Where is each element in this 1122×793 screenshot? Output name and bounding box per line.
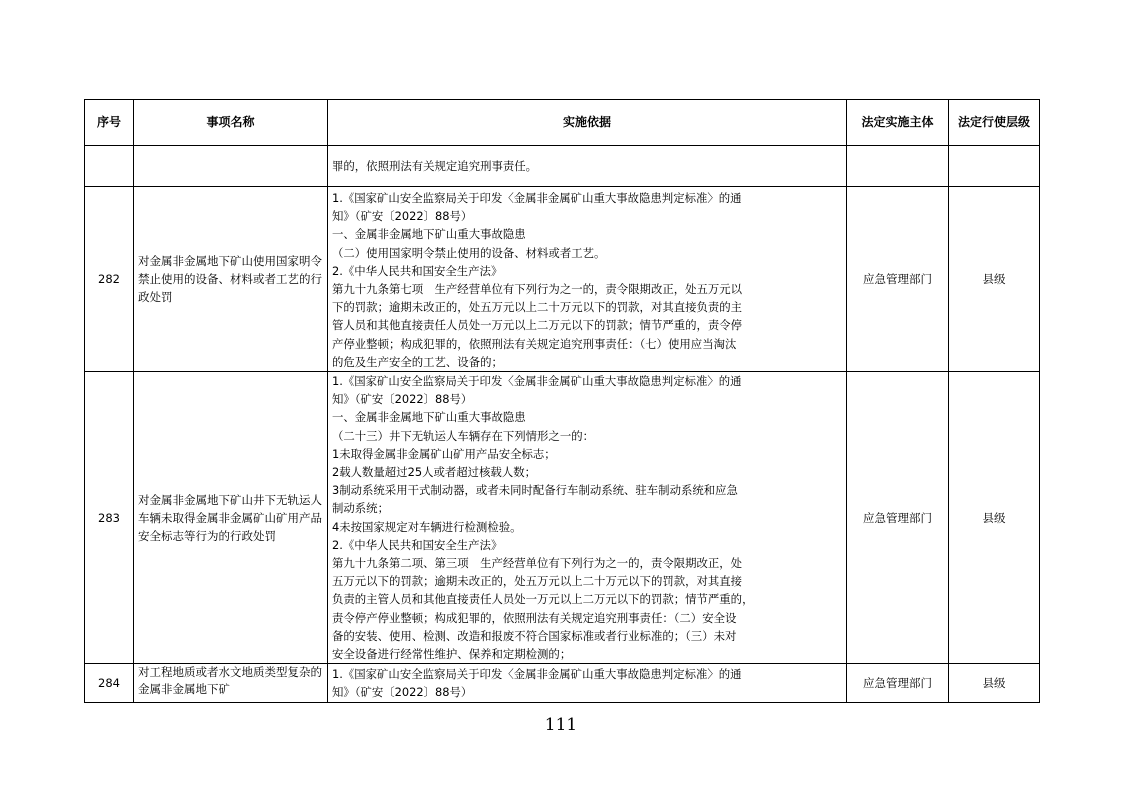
row-basis xyxy=(328,146,847,187)
basis-line: 一、金属非金属地下矿山重大事故隐患 xyxy=(332,410,526,425)
basis-line: 知》（矿安〔2022〕88号） xyxy=(332,685,473,700)
header-level: 法定行使层级 xyxy=(949,100,1040,146)
row-level xyxy=(949,146,1040,187)
row-subject xyxy=(847,146,949,187)
row-basis xyxy=(328,664,847,703)
row-no: 282 xyxy=(85,187,134,372)
basis-line: （二十三）井下无轨运人车辆存在下列情形之一的： xyxy=(332,428,594,443)
row-basis xyxy=(328,187,847,372)
basis-line: 一、金属非金属地下矿山重大事故隐患 xyxy=(332,227,526,242)
basis-line: 的危及生产安全的工艺、设备的； xyxy=(332,354,503,369)
basis-line: 3制动系统采用干式制动器，或者未同时配备行车制动系统、驻车制动系统和应急 xyxy=(332,483,738,498)
basis-line: 知》（矿安〔2022〕88号） xyxy=(332,392,473,407)
row-name: 对金属非金属地下矿山井下无轨运人车辆未取得金属非金属矿山矿用产品安全标志等行为的行政处罚 xyxy=(134,372,328,664)
basis-line: 制动系统； xyxy=(332,501,389,516)
row-no xyxy=(85,146,134,187)
header-no: 序号 xyxy=(85,100,134,146)
row-level: 县级 xyxy=(949,664,1040,703)
row-name: 对工程地质或者水文地质类型复杂的金属非金属地下矿 xyxy=(134,664,328,703)
regulation-table xyxy=(84,99,1040,703)
basis-line: 1未取得金属非金属矿山矿用产品安全标志； xyxy=(332,446,556,461)
basis-line: （二）使用国家明令禁止使用的设备、材料或者工艺。 xyxy=(332,245,606,260)
table-row xyxy=(85,187,1040,372)
header-name: 事项名称 xyxy=(134,100,328,146)
basis-line: 1.《国家矿山安全监察局关于印发〈金属非金属矿山重大事故隐患判定标准〉的通 xyxy=(332,667,742,682)
page-number: 111 xyxy=(544,715,578,735)
basis-line: 第九十九条第七项 生产经营单位有下列行为之一的，责令限期改正，处五万元以 xyxy=(332,282,743,297)
basis-line: 第九十九条第二项、第三项 生产经营单位有下列行为之一的，责令限期改正，处 xyxy=(332,556,743,571)
basis-line: 1.《国家矿山安全监察局关于印发〈金属非金属矿山重大事故隐患判定标准〉的通 xyxy=(332,374,742,389)
table-row xyxy=(85,372,1040,664)
basis-line: 2载人数量超过25人或者超过核载人数； xyxy=(332,465,536,480)
basis-line: 产停业整顿；构成犯罪的，依照刑法有关规定追究刑事责任：（七）使用应当淘汰 xyxy=(332,336,737,351)
table-header-row xyxy=(85,100,1040,146)
basis-line: 五万元以下的罚款；逾期未改正的，处五万元以上二十万元以下的罚款，对其直接 xyxy=(332,574,743,589)
header-subject: 法定实施主体 xyxy=(847,100,949,146)
row-no: 284 xyxy=(85,664,134,703)
row-name xyxy=(134,146,328,187)
row-basis xyxy=(328,372,847,664)
table-row xyxy=(85,664,1040,703)
basis-line: 安全设备进行经常性维护、保养和定期检测的； xyxy=(332,647,572,662)
row-level: 县级 xyxy=(949,187,1040,372)
basis-line: 管人员和其他直接责任人员处一万元以上二万元以下的罚款；情节严重的，责令停 xyxy=(332,318,743,333)
table-row xyxy=(85,146,1040,187)
basis-line: 罪的，依照刑法有关规定追究刑事责任。 xyxy=(332,158,538,173)
basis-line: 负责的主管人员和其他直接责任人员处一万元以上二万元以下的罚款；情节严重的， xyxy=(332,592,754,607)
basis-line: 知》（矿安〔2022〕88号） xyxy=(332,209,473,224)
row-subject: 应急管理部门 xyxy=(847,372,949,664)
basis-line: 2.《中华人民共和国安全生产法》 xyxy=(332,537,503,552)
row-name: 对金属非金属地下矿山使用国家明令禁止使用的设备、材料或者工艺的行政处罚 xyxy=(134,187,328,372)
basis-line: 备的安装、使用、检测、改造和报废不符合国家标准或者行业标准的；（三）未对 xyxy=(332,628,737,643)
row-no: 283 xyxy=(85,372,134,664)
basis-line: 下的罚款；逾期未改正的，处五万元以上二十万元以下的罚款，对其直接负责的主 xyxy=(332,300,743,315)
basis-line: 1.《国家矿山安全监察局关于印发〈金属非金属矿山重大事故隐患判定标准〉的通 xyxy=(332,191,742,205)
basis-line: 4未按国家规定对车辆进行检测检验。 xyxy=(332,519,522,534)
row-subject: 应急管理部门 xyxy=(847,187,949,372)
header-basis: 实施依据 xyxy=(328,100,847,146)
basis-line: 2.《中华人民共和国安全生产法》 xyxy=(332,263,503,278)
row-level: 县级 xyxy=(949,372,1040,664)
row-subject: 应急管理部门 xyxy=(847,664,949,703)
basis-line: 责令停产停业整顿；构成犯罪的，依照刑法有关规定追究刑事责任：（二）安全设 xyxy=(332,610,737,625)
